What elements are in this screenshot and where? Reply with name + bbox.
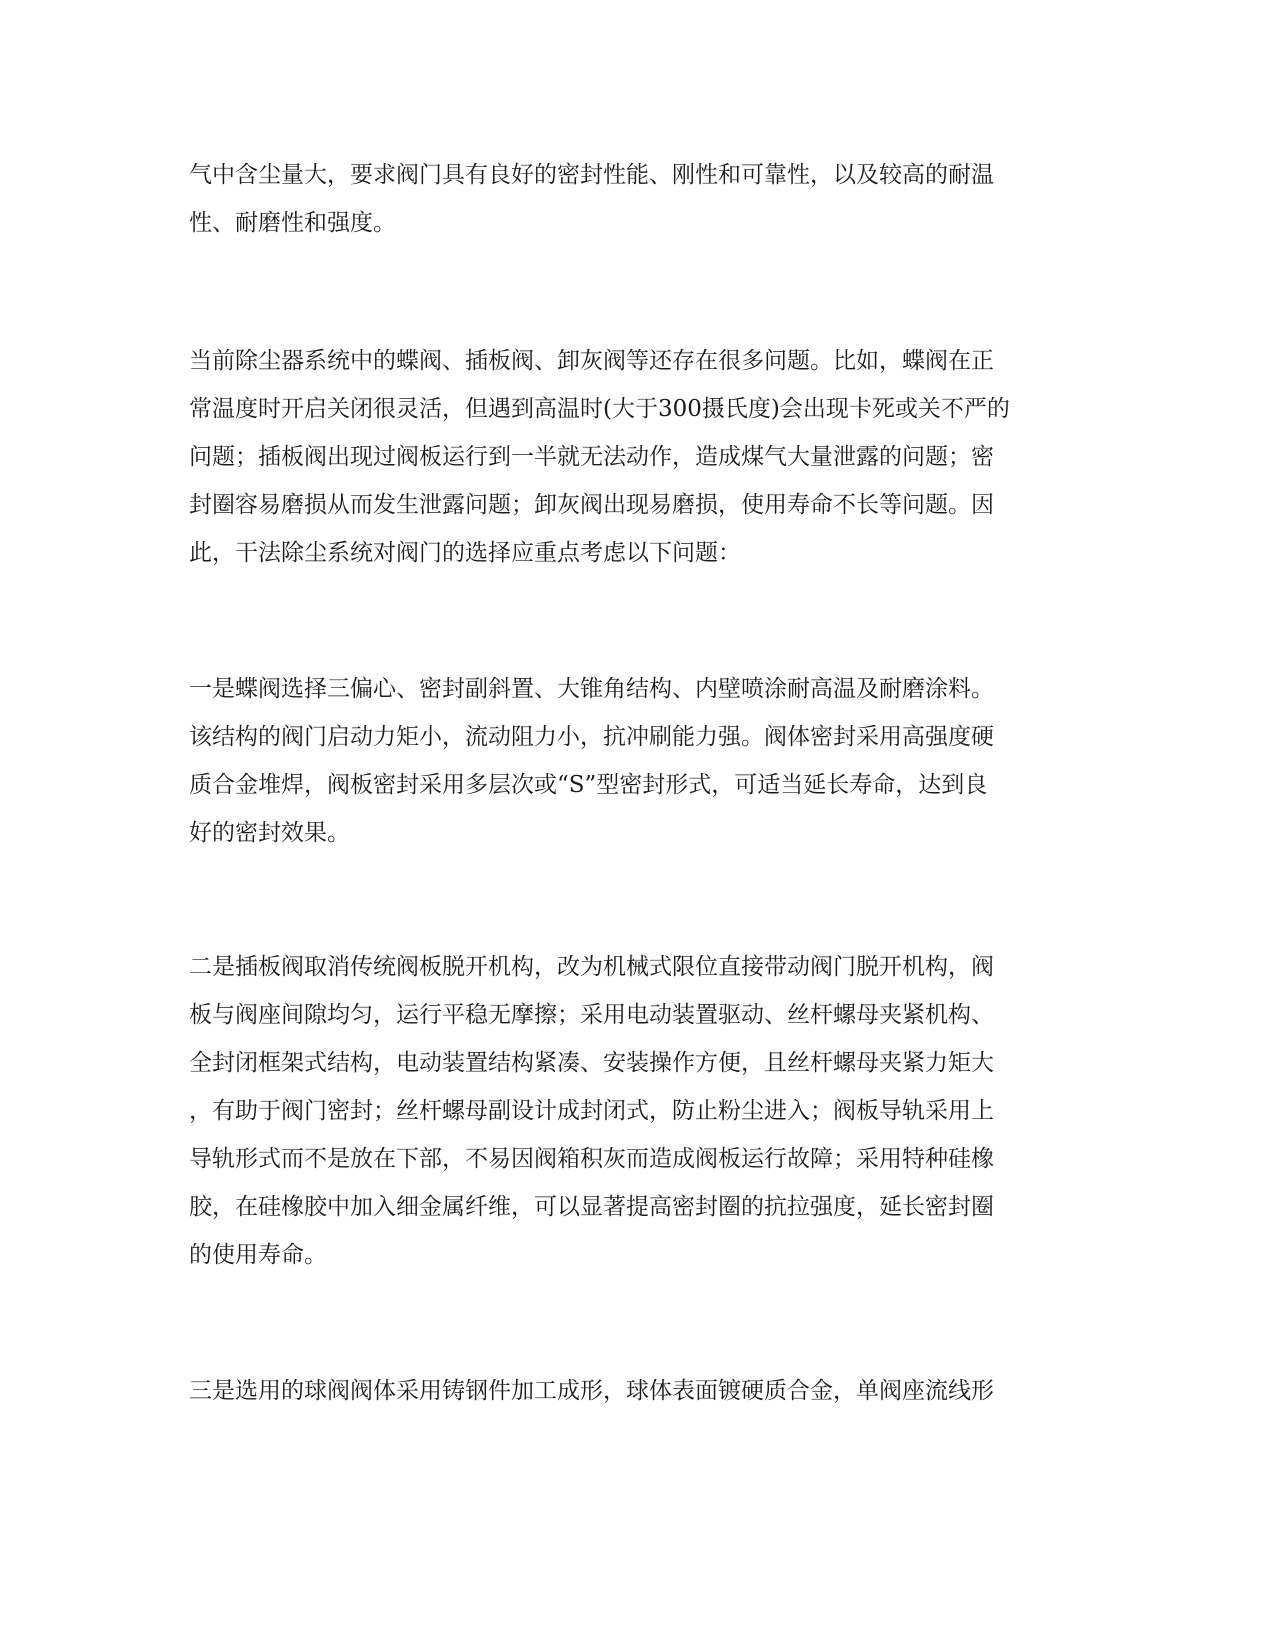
text-line: 气中含尘量大，要求阀门具有良好的密封性能、刚性和可靠性，以及较高的耐温 [189,162,994,188]
text-line: 问题；插板阀出现过阀板运行到一半就无法动作，造成煤气大量泄露的问题；密 [189,444,994,470]
text-line: 导轨形式而不是放在下部，不易因阀箱积灰而造成阀板运行故障；采用特种硅橡 [189,1146,994,1172]
paragraph-1 [189,151,1069,247]
paragraph-3 [189,665,1069,857]
paragraph-2 [189,337,1069,577]
paragraph-5 [189,1367,1069,1415]
text-line: 该结构的阀门启动力矩小，流动阻力小，抗冲刷能力强。阀体密封采用高强度硬 [189,724,994,750]
text-line: 二是插板阀取消传统阀板脱开机构，改为机械式限位直接带动阀门脱开机构，阀 [189,954,994,980]
text-line: 板与阀座间隙均匀，运行平稳无摩擦；采用电动装置驱动、丝杆螺母夹紧机构、 [189,1002,994,1028]
text-line: 的使用寿命。 [189,1242,327,1268]
text-line: 一是蝶阀选择三偏心、密封副斜置、大锥角结构、内壁喷涂耐高温及耐磨涂料。 [189,676,994,702]
text-line: 好的密封效果。 [189,820,350,846]
text-line: 胶，在硅橡胶中加入细金属纤维，可以显著提高密封圈的抗拉强度，延长密封圈 [189,1194,994,1220]
text-line: 当前除尘器系统中的蝶阀、插板阀、卸灰阀等还存在很多问题。比如，蝶阀在正 [189,348,994,374]
paragraph-4 [189,943,1069,1279]
text-line: 性、耐磨性和强度。 [189,210,396,236]
text-line: 三是选用的球阀阀体采用铸钢件加工成形，球体表面镀硬质合金，单阀座流线形 [189,1378,994,1404]
text-line: ，有助于阀门密封；丝杆螺母副设计成封闭式，防止粉尘进入；阀板导轨采用上 [189,1098,994,1124]
text-line: 此，干法除尘系统对阀门的选择应重点考虑以下问题： [189,540,741,566]
text-line: 质合金堆焊，阀板密封采用多层次或“S”型密封形式，可适当延长寿命，达到良 [189,772,988,798]
text-line: 全封闭框架式结构，电动装置结构紧凑、安装操作方便，且丝杆螺母夹紧力矩大 [189,1050,994,1076]
text-line: 常温度时开启关闭很灵活，但遇到高温时(大于300摄氏度)会出现卡死或关不严的 [189,396,1010,422]
text-line: 封圈容易磨损从而发生泄露问题；卸灰阀出现易磨损，使用寿命不长等问题。因 [189,492,994,518]
